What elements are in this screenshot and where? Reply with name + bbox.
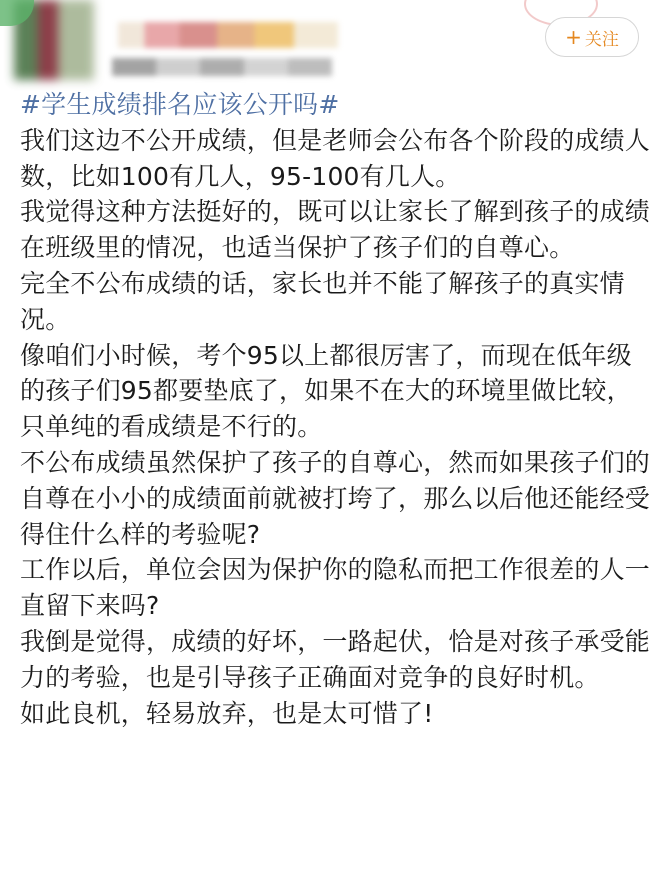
post-paragraph: 工作以后，单位会因为保护你的隐私而把工作很差的人一直留下来吗? <box>20 555 651 621</box>
follow-label: 关注 <box>584 29 619 50</box>
post-paragraph: 我们这边不公开成绩，但是老师会公布各个阶段的成绩人数，比如100有几人，95-100有几人。 <box>20 125 651 191</box>
follow-button[interactable] <box>545 17 639 57</box>
post-body <box>20 87 650 731</box>
hashtag-link[interactable]: #学生成绩排名应该公开吗# <box>20 90 340 119</box>
blurred-username[interactable] <box>118 22 338 48</box>
post-paragraph: 我觉得这种方法挺好的，既可以让家长了解到孩子的成绩在班级里的情况，也适当保护了孩子们的自尊心。 <box>20 197 651 263</box>
post-paragraph: 像咱们小时候，考个95以上都很厉害了，而现在低年级的孩子们95都要垫底了，如果不在大的环境里做比较，只单纯的看成绩是不行的。 <box>20 340 632 442</box>
post-paragraph: 如此良机，轻易放弃，也是太可惜了! <box>20 698 434 728</box>
plus-icon: + <box>565 25 582 49</box>
blurred-post-meta <box>112 58 332 76</box>
post-header <box>0 0 663 96</box>
post-paragraph: 我倒是觉得，成绩的好坏，一路起伏，恰是对孩子承受能力的考验，也是引导孩子正确面对竞争的良好时机。 <box>20 626 651 692</box>
post-paragraph: 不公布成绩虽然保护了孩子的自尊心，然而如果孩子们的自尊在小小的成绩面前就被打垮了，那么以后他还能经受得住什么样的考验呢? <box>20 447 651 549</box>
post-paragraph: 完全不公布成绩的话，家长也并不能了解孩子的真实情况。 <box>20 268 625 334</box>
